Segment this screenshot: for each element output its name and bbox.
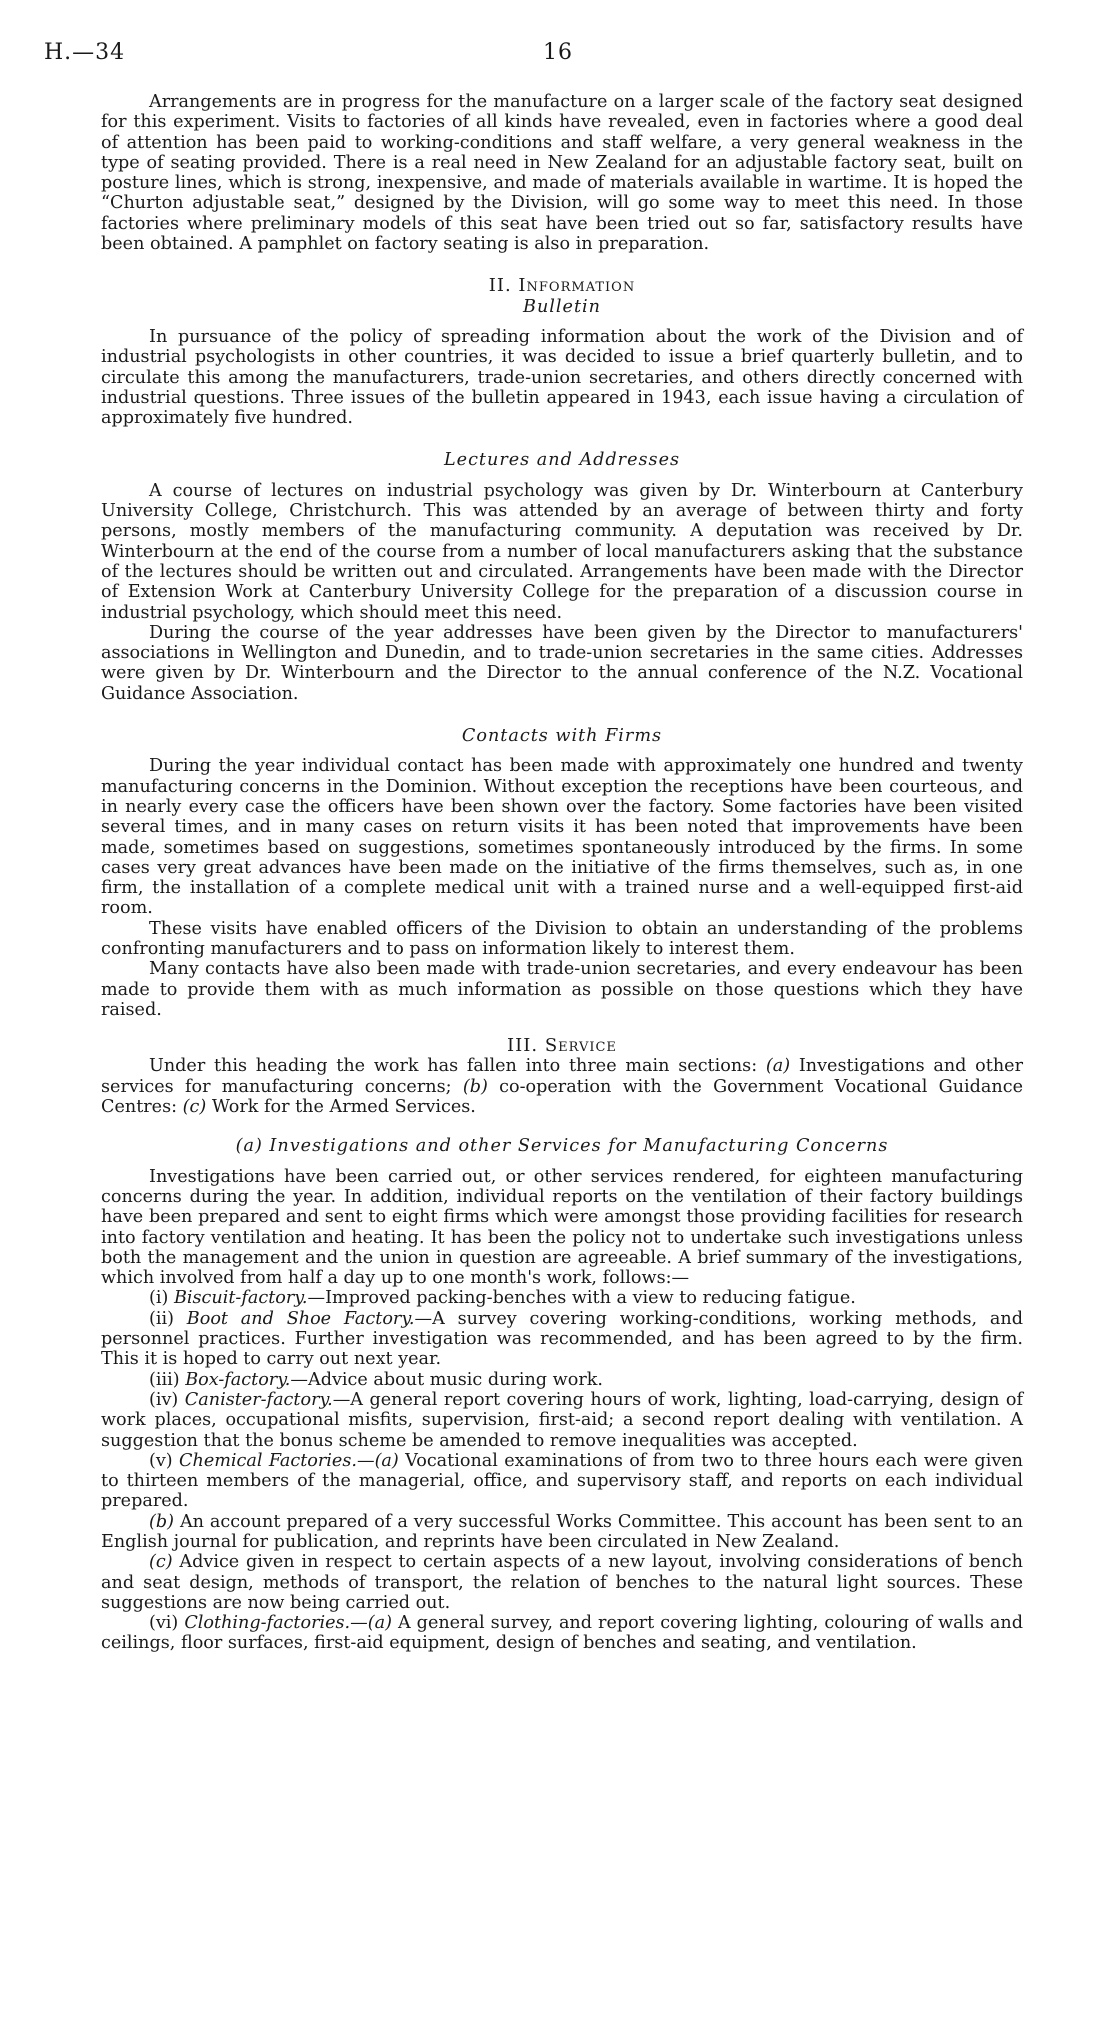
paragraph: A course of lectures on industrial psychology was given by Dr. Winterbourn at Canterbury University College, Christchurch. This was attended by an average of between thirty and forty persons, mostly members of the manufacturing community. A deputation was received by Dr. Winterbourn at the end of the course from a number of local manufacturers asking that the substance of the lectures should be written out and circulated. Arrangements have been made with the Director of Extension Work at Canterbury University College for the preparation of a discussion course in industrial psychology, which should meet this need.	[101, 480, 1023, 623]
subsection-heading: Bulletin	[523, 296, 601, 317]
list-subitem: (c) Advice given in respect to certain aspects of a new layout, involving considerations of bench and seat design, methods of transport, the relation of benches to the natural light sources. These suggestions are now being carried out.	[101, 1552, 1023, 1613]
list-item: (iii) Box-factory.—Advice about music during work.	[149, 1369, 603, 1390]
subsection-heading: Lectures and Addresses	[443, 450, 681, 471]
paragraph: Arrangements are in progress for the manufacture on a larger scale of the factory seat designed for this experiment. Visits to factories of all kinds have revealed, even in factories where a good deal of attention has been paid to working-conditions and staff welfare, a very general weakness in the type of seating provided. There is a real need in New Zealand for an adjustable factory seat, built on posture lines, which is strong, inexpensive, and made of materials available in wartime. It is hoped the “Churton adjustable seat,” designed by the Division, will go some way to meet this need. In those factories where preliminary models of this seat have been tried out so far, satisfactory results have been obtained. A pamphlet on factory seating is also in preparation.	[101, 92, 1023, 255]
section-heading: II. Information	[488, 275, 636, 297]
document-reference: H.—34	[44, 40, 126, 65]
list-item: (v) Chemical Factories.—(a) Vocational examinations of from two to three hours each were given to thirteen members of the managerial, office, and supervisory staff, and reports on each individual prepared.	[101, 1450, 1023, 1512]
paragraph: Under this heading the work has fallen into three main sections: (a) Investigations and other services for manufacturing concerns; (b) co-operation with the Government Vocational Guidance Centres: (c) Work for the Armed Services.	[101, 1056, 1023, 1118]
paragraph: Many contacts have also been made with trade-union secretaries, and every endeavour has been made to provide them with as much information as possible on those questions which they have raised.	[101, 959, 1023, 1020]
list-subitem: (b) An account prepared of a very successful Works Committee. This account has been sent to an English journal for publication, and reprints have been circulated in New Zealand.	[101, 1511, 1023, 1552]
subsection-heading: (a) Investigations and other Services for Manufacturing Concerns	[235, 1136, 889, 1157]
paragraph: These visits have enabled officers of the Division to obtain an understanding of the problems confronting manufacturers and to pass on information likely to interest them.	[101, 918, 1023, 959]
list-item: (vi) Clothing-factories.—(a) A general survey, and report covering lighting, colouring of walls and ceilings, floor surfaces, first-aid equipment, design of benches and seating, and ventilation.	[101, 1613, 1024, 1654]
list-item: (ii) Boot and Shoe Factory.—A survey covering working-conditions, working methods, and personnel practices. Further investigation was recommended, and has been agreed to by the firm. This it is hoped to carry out next year.	[101, 1308, 1024, 1370]
page-content	[101, 92, 1023, 1654]
paragraph: In pursuance of the policy of spreading information about the work of the Division and of industrial psychologists in other countries, it was decided to issue a brief quarterly bulletin, and to circulate this among the manufacturers, trade-union secretaries, and others directly concerned with industrial questions. Three issues of the bulletin appeared in 1943, each issue having a circulation of approximately five hundred.	[101, 326, 1023, 429]
list-item: (i) Biscuit-factory.—Improved packing-benches with a view to reducing fatigue.	[149, 1288, 856, 1309]
list-item: (iv) Canister-factory.—A general report covering hours of work, lighting, load-carrying, design of work places, occupational misfits, supervision, first-aid; a second report dealing with ventilation. A suggestion that the bonus scheme be amended to remove inequalities was accepted.	[101, 1389, 1023, 1451]
paragraph: During the year individual contact has been made with approximately one hundred and twenty manufacturing concerns in the Dominion. Without exception the receptions have been courteous, and in nearly every case the officers have been shown over the factory. Some factories have been visited several times, and in many cases on return visits it has been noted that improvements have been made, sometimes based on suggestions, sometimes spontaneously introduced by the firms. In some cases very great advances have been made on the initiative of the firms themselves, such as, in one firm, the installation of a complete medical unit with a trained nurse and a well-equipped first-aid room.	[101, 756, 1023, 919]
page-number: 16	[543, 40, 573, 65]
paragraph: Investigations have been carried out, or other services rendered, for eighteen manufacturing concerns during the year. In addition, individual reports on the ventilation of their factory buildings have been prepared and sent to eight firms which were amongst those providing facilities for research into factory ventilation and heating. It has been the policy not to undertake such investigations unless both the management and the union in question are agreeable. A brief summary of the investigations, which involved from half a day up to one month's work, follows:—	[101, 1166, 1023, 1289]
section-heading: III. Service	[507, 1035, 617, 1057]
paragraph: During the course of the year addresses have been given by the Director to manufacturers' associations in Wellington and Dunedin, and to trade-union secretaries in the same cities. Addresses were given by Dr. Winterbourn and the Director to the annual conference of the N.Z. Vocational Guidance Association.	[101, 622, 1023, 704]
subsection-heading: Contacts with Firms	[461, 726, 663, 747]
